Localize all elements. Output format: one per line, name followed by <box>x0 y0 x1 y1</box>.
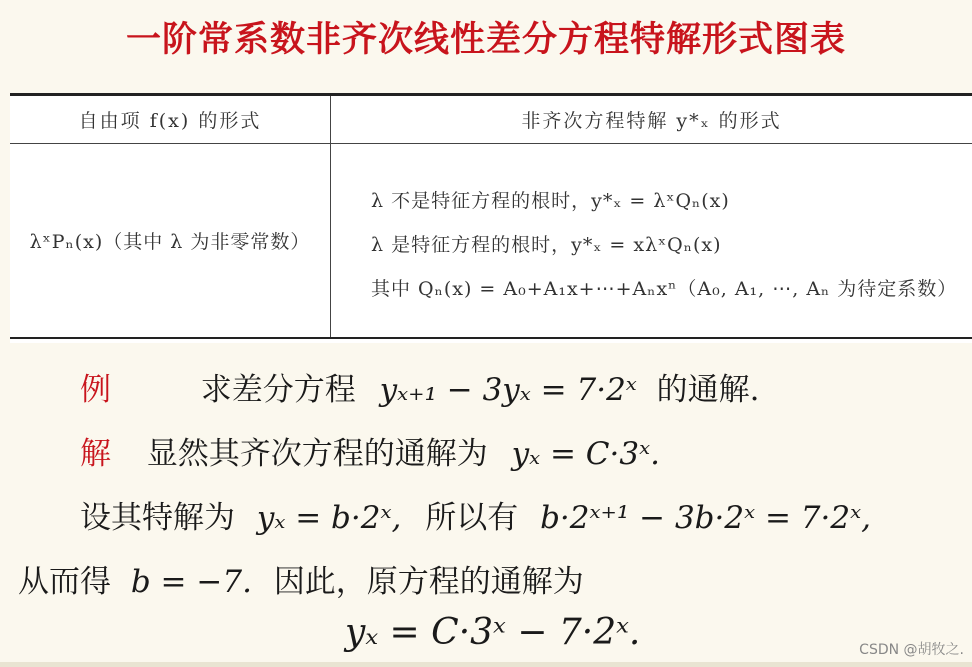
example-label: 例 <box>80 372 111 408</box>
case-not-root: λ 不是特征方程的根时，y*ₓ = λˣQₙ(x) <box>371 190 730 212</box>
case-polynomial-note: 其中 Qₙ(x) = A₀+A₁x+⋯+Aₙxⁿ（A₀, A₁, ⋯, Aₙ 为待定系数） <box>371 278 958 300</box>
solution-line2-text-b: 所以有 <box>425 500 519 536</box>
table-bottom-rule <box>10 337 972 339</box>
table-header-free-term: 自由项 f(x) 的形式 <box>78 110 262 132</box>
substitution-equation: b·2ˣ⁺¹ − 3b·2ˣ = 7·2ˣ, <box>540 500 871 536</box>
solution-line-2 <box>80 492 871 537</box>
particular-solution-table <box>10 93 972 343</box>
solution-line1-text: 显然其齐次方程的通解为 <box>146 436 488 472</box>
example-text: 求差分方程 <box>200 372 356 408</box>
particular-guess: yₓ = b·2ˣ, <box>256 500 402 536</box>
solution-line3-text-b: 因此，原方程的通解为 <box>273 564 584 600</box>
example-equation: yₓ₊₁ − 3yₓ = 7·2ˣ <box>379 372 637 408</box>
solution-label: 解 <box>80 436 111 472</box>
table-cell-free-term: λˣPₙ(x)（其中 λ 为非零常数） <box>29 231 311 253</box>
homogeneous-solution: yₓ = C·3ˣ. <box>511 436 660 472</box>
example-line <box>80 364 760 409</box>
table-header-particular-form: 非齐次方程特解 y*ₓ 的形式 <box>521 110 782 132</box>
solution-line3-text-a: 从而得 <box>18 564 111 600</box>
table-cell-particular-forms <box>371 179 971 311</box>
solution-line2-text-a: 设其特解为 <box>80 500 235 536</box>
general-solution: yₓ = C·3ˣ − 7·2ˣ. <box>345 612 641 653</box>
solution-line-3 <box>18 556 584 601</box>
page-title: 一阶常系数非齐次线性差分方程特解形式图表 <box>125 19 846 60</box>
bottom-strip <box>0 662 972 667</box>
solution-line-1 <box>80 428 660 473</box>
coefficient-result: b = −7. <box>130 564 252 600</box>
case-is-root: λ 是特征方程的根时，y*ₓ = xλˣQₙ(x) <box>371 234 722 256</box>
watermark: CSDN @胡牧之. <box>859 642 964 658</box>
example-suffix: 的通解. <box>656 372 760 408</box>
